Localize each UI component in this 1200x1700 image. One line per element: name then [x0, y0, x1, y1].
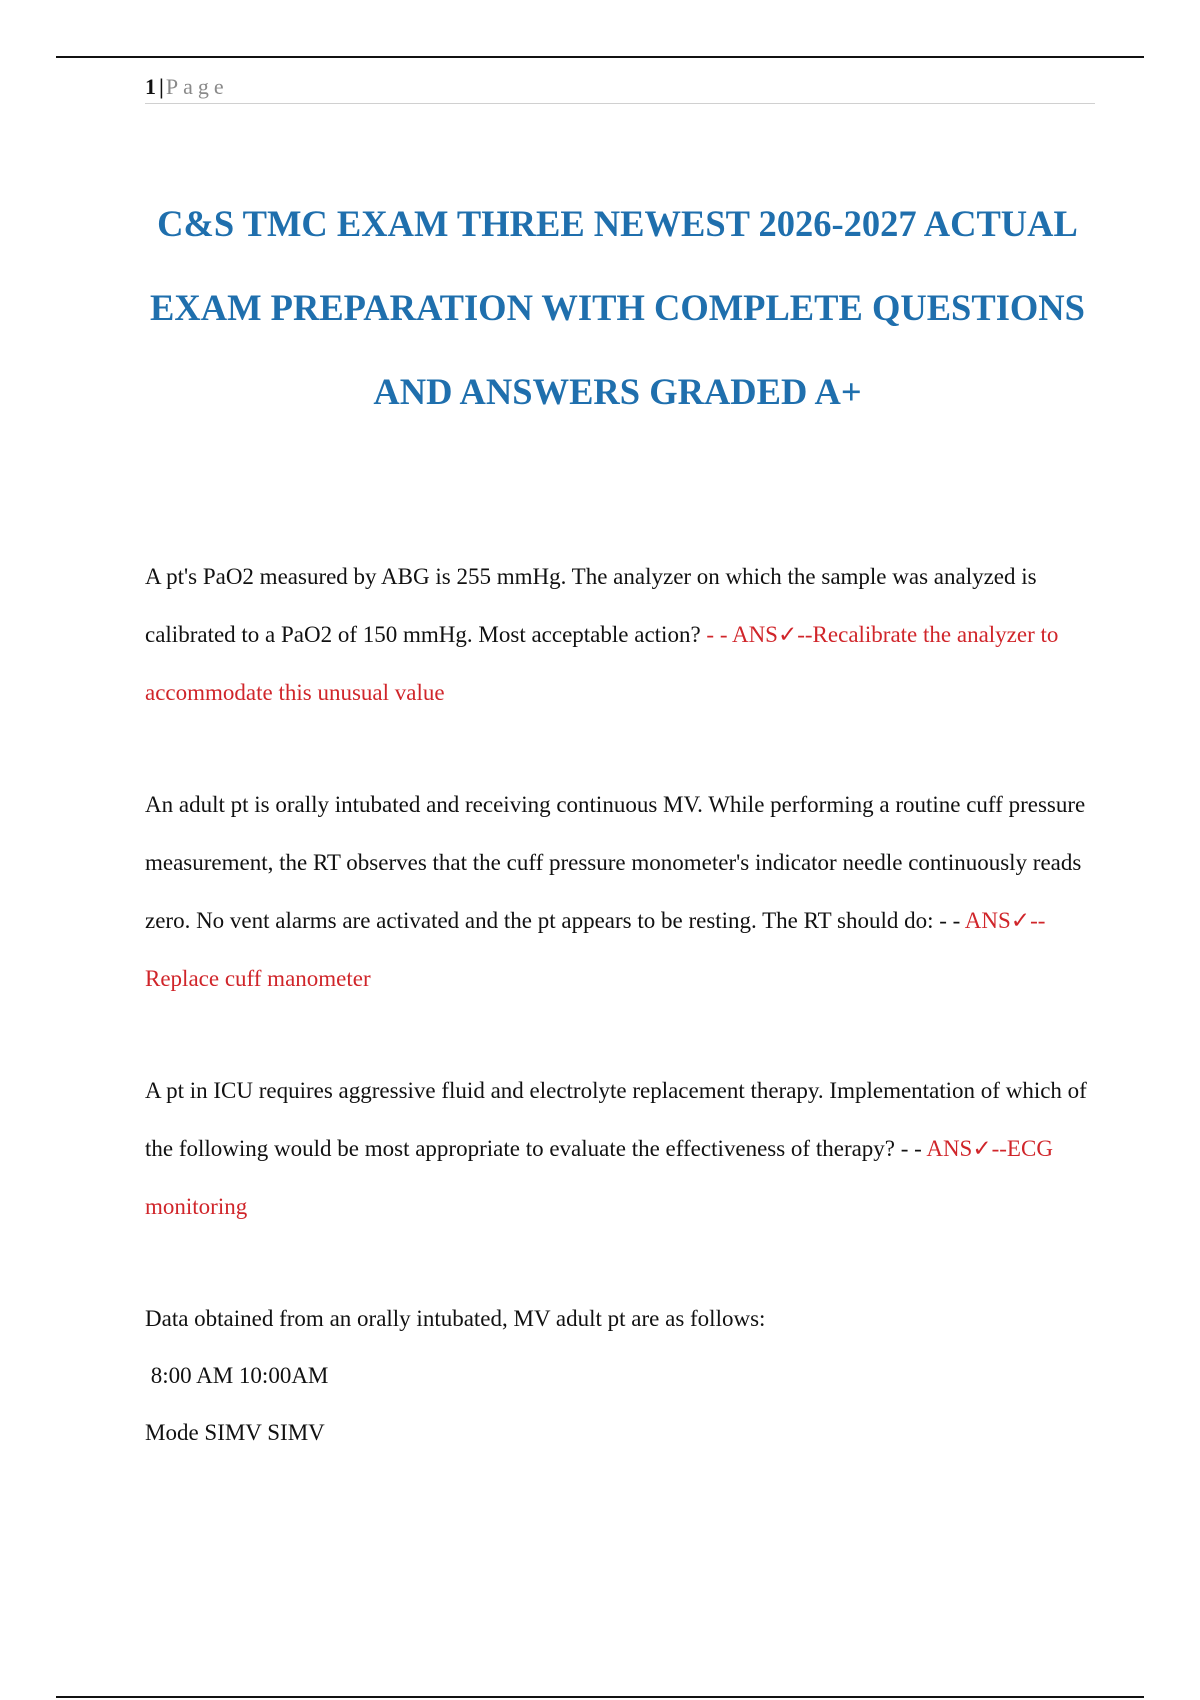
question-text: A pt in ICU requires aggressive fluid and electrolyte replacement therapy. Implementation of which of the following would be most appropriate to evaluate the effectiveness of therapy? - - — [145, 1078, 1087, 1161]
question-block-1 — [145, 548, 1095, 722]
document-title — [100, 182, 1135, 434]
title-line-2: EXAM PREPARATION WITH COMPLETE QUESTIONS — [150, 287, 1085, 328]
question-block-3 — [145, 1062, 1095, 1236]
data-mode-row: Mode SIMV SIMV — [145, 1420, 325, 1445]
question-text: An adult pt is orally intubated and receiving continuous MV. While performing a routine cuff pressure measurement, the RT observes that the cuff pressure monometer's indicator needle continuously reads zero. No vent alarms are activated and the pt appears to be resting. The RT should do: - - — [145, 792, 1086, 933]
data-intro: Data obtained from an orally intubated, MV adult pt are as follows: — [145, 1306, 766, 1331]
title-line-3: AND ANSWERS GRADED A+ — [373, 371, 862, 412]
question-text: A pt's PaO2 measured by ABG is 255 mmHg. The analyzer on which the sample was analyzed is calibrated to a PaO2 of 150 mmHg. Most acceptable action? — [145, 564, 1037, 647]
page-separator: | — [159, 74, 164, 99]
answer-text: - - ANS✓--Recalibrate the analyzer to accommodate this unusual value — [145, 622, 1059, 705]
answer-text: ANS✓--Replace cuff manometer — [145, 908, 1046, 991]
document-body — [145, 548, 1095, 1461]
bottom-rule — [56, 1696, 1144, 1698]
answer-text: ANS✓--ECG monitoring — [145, 1136, 1053, 1219]
question-block-2 — [145, 776, 1095, 1008]
data-time-row: 8:00 AM 10:00AM — [145, 1363, 329, 1388]
top-rule — [56, 56, 1144, 58]
page-header — [145, 70, 1095, 104]
page-word: Page — [165, 74, 229, 99]
title-line-1: C&S TMC EXAM THREE NEWEST 2026-2027 ACTUAL — [157, 203, 1078, 244]
page-number: 1 — [145, 74, 156, 99]
